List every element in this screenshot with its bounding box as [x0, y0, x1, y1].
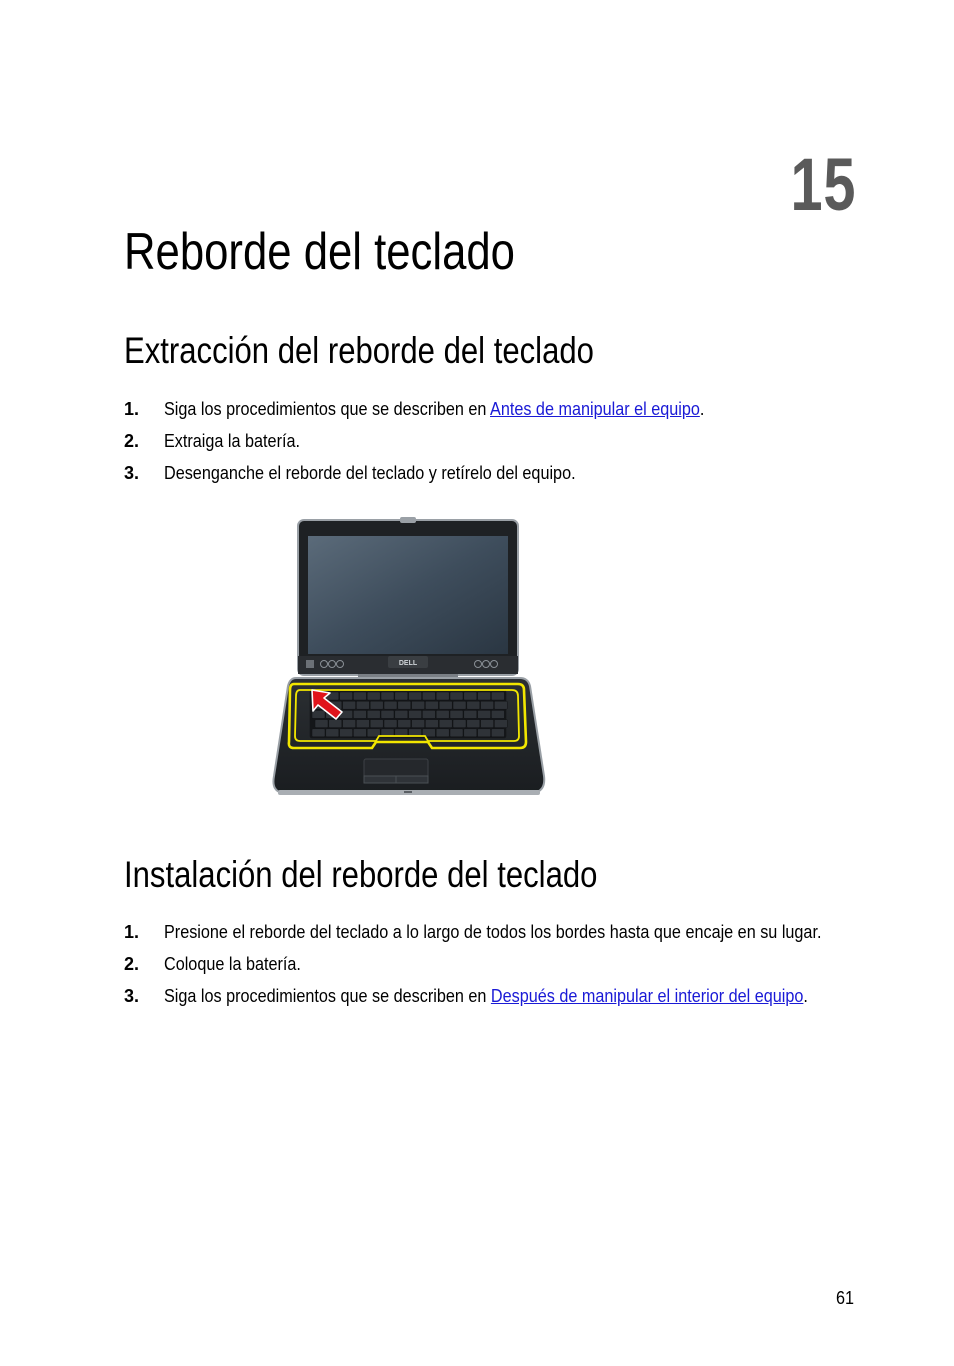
- keyboard-key: [453, 720, 466, 728]
- step-text: Extraiga la batería.: [164, 431, 300, 451]
- keyboard-key: [353, 729, 366, 737]
- keyboard-key: [481, 701, 494, 709]
- keyboard-key: [370, 701, 383, 709]
- step-number: 1.: [124, 399, 140, 419]
- keyboard-key: [367, 692, 380, 700]
- keyboard-key: [412, 720, 425, 728]
- keyboard-key: [467, 701, 480, 709]
- keyboard-key: [450, 710, 463, 718]
- step-number: 2.: [124, 954, 140, 974]
- keyboard-key: [478, 729, 491, 737]
- keyboard-key: [326, 729, 339, 737]
- removal-steps-list: [124, 397, 844, 493]
- keyboard-key: [436, 710, 449, 718]
- keyboard-key: [450, 729, 463, 737]
- keyboard-key: [370, 720, 383, 728]
- keyboard-key: [312, 729, 325, 737]
- keyboard-key: [436, 692, 449, 700]
- chapter-title: Reborde del teclado: [124, 223, 515, 281]
- keyboard-key: [439, 720, 452, 728]
- keyboard-key: [425, 720, 438, 728]
- keyboard-key: [395, 692, 408, 700]
- keyboard-key: [491, 710, 504, 718]
- keyboard-key: [450, 692, 463, 700]
- step-number: 3.: [124, 463, 140, 483]
- keyboard-key: [315, 720, 328, 728]
- keyboard-key: [384, 720, 397, 728]
- section-title-removal: Extracción del reborde del teclado: [124, 330, 594, 371]
- keyboard-key: [381, 710, 394, 718]
- keyboard-key: [478, 692, 491, 700]
- keyboard-key: [439, 701, 452, 709]
- keyboard-key: [409, 692, 422, 700]
- keyboard-key: [329, 720, 342, 728]
- step-text: Siga los procedimientos que se describen en Después de manipular el interior del equipo.: [164, 986, 808, 1006]
- keyboard-key: [467, 720, 480, 728]
- list-item: [124, 984, 844, 1009]
- keyboard-key: [340, 692, 353, 700]
- keyboard-key: [464, 710, 477, 718]
- keyboard-key: [422, 692, 435, 700]
- list-item: [124, 920, 844, 945]
- keyboard-key: [422, 710, 435, 718]
- keyboard-key: [353, 692, 366, 700]
- keyboard-key: [343, 701, 356, 709]
- keyboard-key: [367, 710, 380, 718]
- keyboard-key: [340, 729, 353, 737]
- after-working-link[interactable]: Después de manipular el interior del equipo: [490, 986, 804, 1006]
- keyboard-key: [398, 701, 411, 709]
- keyboard-key: [491, 692, 504, 700]
- step-number: 2.: [124, 431, 140, 451]
- keyboard-key: [409, 710, 422, 718]
- list-item: [124, 429, 844, 454]
- keyboard-key: [356, 720, 369, 728]
- keyboard-key: [343, 720, 356, 728]
- keyboard-key: [494, 720, 507, 728]
- keyboard-key: [425, 701, 438, 709]
- installation-steps-list: [124, 920, 844, 1016]
- keyboard-key: [481, 720, 494, 728]
- step-text: Presione el reborde del teclado a lo largo de todos los bordes hasta que encaje en su lugar.: [164, 922, 822, 942]
- brand-logo: DELL: [398, 660, 418, 667]
- keyboard-key: [384, 701, 397, 709]
- keyboard-key: [412, 701, 425, 709]
- before-working-link[interactable]: Antes de manipular el equipo: [490, 399, 700, 419]
- step-text: Desenganche el reborde del teclado y retírelo del equipo.: [164, 463, 576, 483]
- keyboard-key: [453, 701, 466, 709]
- keyboard-key: [398, 720, 411, 728]
- keyboard-key: [381, 692, 394, 700]
- laptop-screen: [308, 536, 508, 654]
- keyboard-key: [312, 710, 325, 718]
- keyboard-key: [353, 710, 366, 718]
- keyboard-key: [491, 729, 504, 737]
- keyboard-key: [494, 701, 507, 709]
- laptop-keyboard-trim-figure: [272, 514, 552, 800]
- page-number: 61: [835, 1288, 854, 1308]
- list-item: [124, 461, 844, 486]
- step-number: 3.: [124, 986, 140, 1006]
- step-text: Siga los procedimientos que se describen en Antes de manipular el equipo.: [164, 399, 705, 419]
- chapter-number: 15: [790, 143, 856, 226]
- keyboard-key: [395, 710, 408, 718]
- step-text: Coloque la batería.: [164, 954, 301, 974]
- step-number: 1.: [124, 922, 140, 942]
- keyboard-key: [464, 729, 477, 737]
- list-item: [124, 397, 844, 422]
- keyboard-key: [478, 710, 491, 718]
- keyboard-key: [436, 729, 449, 737]
- section-title-installation: Instalación del reborde del teclado: [124, 854, 598, 895]
- keyboard-key: [356, 701, 369, 709]
- keyboard-key: [464, 692, 477, 700]
- list-item: [124, 952, 844, 977]
